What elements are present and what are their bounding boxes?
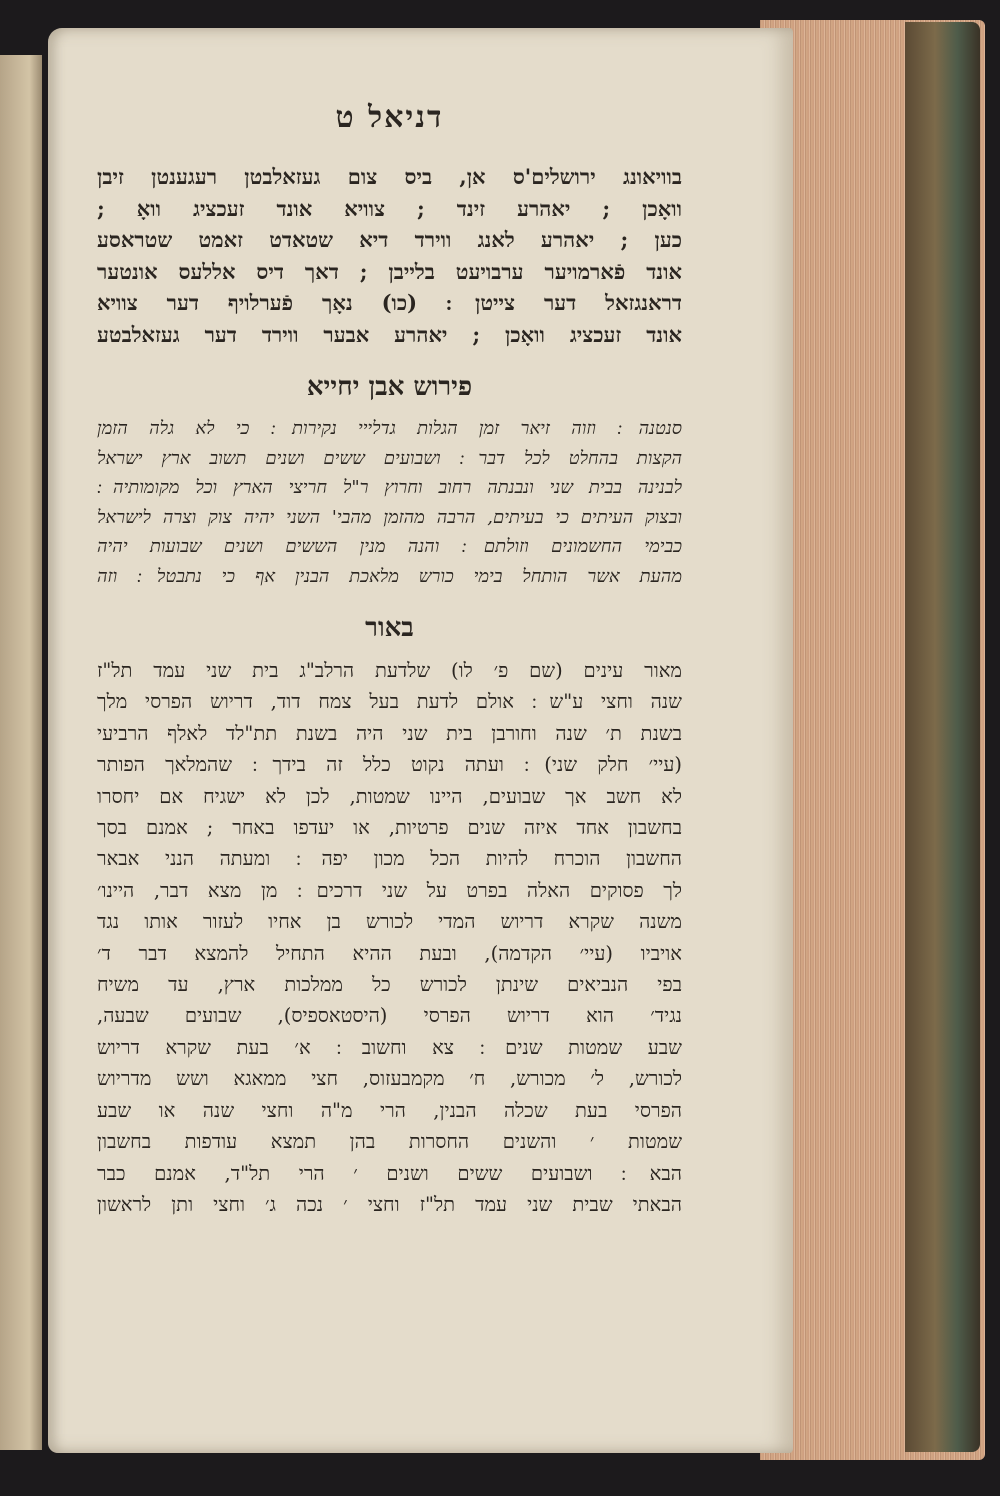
text-line: דראנגזאל דער צייטן ׃ (כו) נאָך פֿערלויף דער צוויא [97,290,682,315]
facing-page-edge [0,55,42,1450]
text-line: שנה וחצי ע"ש ׃ אולם לדעת בעל צמח דוד, דריוש הפרסי מלך [97,690,682,714]
text-line: שמטות ׳ והשנים החסרות בהן תמצא עודפות בחשבון [97,1130,682,1154]
text-line: (עיי׳ חלק שני) ׃ ועתה נקוט כלל זה בידך ׃ שהמלאך הפותר [97,753,682,777]
page-content [97,100,682,1220]
text-line: לך פסוקים האלה בפרט על שני דרכים ׃ מן מצא דבר, היינו׳ [97,878,682,902]
text-line: לא חשב אך שבועים, היינו שמטות, לכן לא ישגיח אם יחסרו [97,784,682,808]
text-line: מאור עינים (שם פ׳ לו) שלדעת הרלב"ג בית שני עמד תל"ז [97,659,682,682]
text-line: הבא ׃ ושבועים ששים ושנים ׳ הרי תל"ד, אמנם כבר [97,1161,682,1185]
text-line: שבע שמטות שנים ׃ צא וחשוב ׃ א׳ בעת שקרא דריוש [97,1035,682,1059]
text-line: לכורש, ל׳ מכורש, ח׳ מקמבעזוס, חצי ממאגא ושש מדריוש [97,1067,682,1091]
biur-block [97,655,682,1220]
text-line: ובצוק העיתים כי בעיתים, הרבה מהזמן מהבי' השני יהיה צוק וצרה לישראל [97,506,682,528]
text-line: כבימי החשמונים וזולתם ׃ והנה מנין הששים ושנים שבועות יהיה [97,536,682,557]
book-cover [905,22,980,1452]
text-line: אונד זעכציג וואָכן ; יאהרע אבער ווירד דער געזאלבטע [97,321,682,347]
yiddish-translation [97,161,682,350]
text-line: משנה שקרא דריוש המדי לכורש בן אחיו לעזור אותו נגד [97,910,682,934]
text-line: בוויאונג ירושלים'ס אן, ביס צום געזאלבטן רעגענטן זיבן [97,164,682,189]
text-line: אונד פֿארמויער ערבויעט בלייבן ; דאך דיס אללעס אונטער [97,258,682,284]
biur-heading: באור [365,613,414,643]
text-line: לבנינה בבית שני ונבנתה רחוב וחרוץ ר"ל חריצי הארץ וכל מקומותיה ׃ [97,477,682,498]
text-line: אויביו (עיי׳ הקדמה), ובעת ההיא התחיל להמצא דבר ד׳ [97,941,682,965]
running-head: דניאל ט [335,100,444,135]
text-line: החשבון הוכרח להיות הכל מכון יפה ׃ ומעתה הנני אבאר [97,847,682,871]
text-line: בפי הנביאים שינתן לכורש כל ממלכות ארץ, עד משיח [97,973,682,997]
commentary-heading: פירוש אבן יחייא [306,372,473,402]
text-line: סנטנה ׃ וזוה זיאר זמן הגלות גדלייי נקירות ׃ כי לא גלה הזמן [97,418,682,439]
text-line: בשנת ת׳ שנה וחורבן בית שני היה בשנת תת"לד לאלף הרביעי [97,721,682,745]
commentary-block [97,414,682,591]
text-line: הפרסי בעת שכלה הבנין, הרי מ"ה וחצי שנה או שבע [97,1098,682,1122]
text-line: בחשבון אחד איזה שנים פרטיות, או יעדפו באחר ; אמנם בסך [97,816,682,840]
text-line: מהעת אשר הותחל בימי כורש מלאכת הבנין אף כי נתבטל ׃ וזה [97,565,682,587]
text-line: הבאתי שבית שני עמד תל"ז וחצי ׳ נכה ג׳ וחצי ותן לראשון [97,1192,682,1216]
text-line: נגיד׳ הוא דריוש הפרסי (היסטאספיס), שבועים שבעה, [97,1004,682,1028]
text-line: הקצות בהחלט לכל דבר ׃ ושבועים ששים ושנים תשוב ארץ ישראל [97,447,682,469]
text-line: כען ; יאהרע לאנג ווירד דיא שטאדט זאמט שטראסע [97,227,682,252]
text-line: וואָכן ; יאהרע זינד ; צוויא אונד זעכציג וואָ ; [97,195,682,221]
